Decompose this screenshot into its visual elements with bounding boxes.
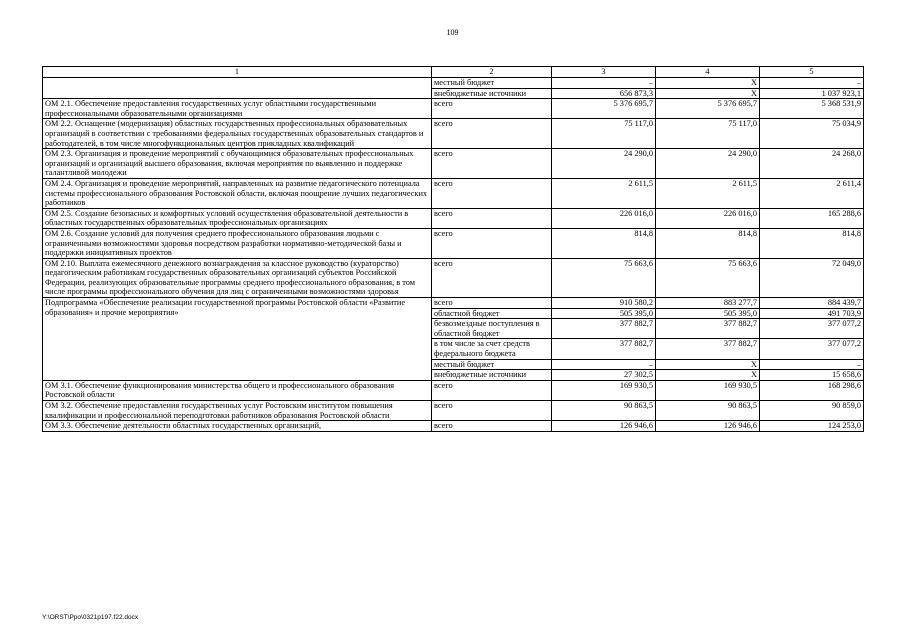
value-cell-col4: 377 882,7 (656, 339, 760, 359)
value-cell-col5: – (760, 359, 864, 370)
value-cell-col5: 24 268,0 (760, 149, 864, 179)
table-row (43, 258, 864, 297)
value-cell-col3: – (552, 78, 656, 89)
measure-name-cell: Подпрограмма «Обеспечение реализации государственной программы Ростовской области «Развитие образования» и прочие мероприятия» (43, 298, 432, 381)
value-cell-col4: 126 946,6 (656, 421, 760, 432)
funding-source-cell: всего (432, 178, 552, 208)
table-row (43, 421, 864, 432)
funding-source-cell: всего (432, 149, 552, 179)
value-cell-col3: 24 290,0 (552, 149, 656, 179)
value-cell-col5: 884 439,7 (760, 298, 864, 309)
value-cell-col5: 2 611,4 (760, 178, 864, 208)
table-body (43, 78, 864, 432)
table-row (43, 99, 864, 119)
funding-source-cell: безвозмездные поступления в областной бюджет (432, 319, 552, 339)
funding-source-cell: всего (432, 258, 552, 297)
col-header-1: 1 (43, 67, 432, 78)
table-row (43, 78, 864, 89)
value-cell-col5: 72 049,0 (760, 258, 864, 297)
funding-source-cell: областной бюджет (432, 308, 552, 319)
funding-source-cell: местный бюджет (432, 78, 552, 89)
value-cell-col5: 1 037 923,1 (760, 88, 864, 99)
value-cell-col5: 814,8 (760, 228, 864, 258)
value-cell-col4: 75 663,6 (656, 258, 760, 297)
table-row (43, 380, 864, 400)
measure-name-cell: ОМ 3.3. Обеспечение деятельности областных государственных организаций, (43, 421, 432, 432)
document-path: Y:\ORST\Ppo\0321p197.f22.docx (42, 614, 139, 621)
value-cell-col5: 124 253,0 (760, 421, 864, 432)
measure-name-cell (43, 78, 432, 99)
value-cell-col5: 165 288,6 (760, 208, 864, 228)
measure-name-cell: ОМ 2.2. Оснащение (модернизация) областных государственных профессиональных образовательных организаций в соответствии с требованиями федеральных государственных образовательных стандартов и работодателей, в том числе многофункциональных центров прикладных квалификаций (43, 119, 432, 149)
value-cell-col3: 505 395,0 (552, 308, 656, 319)
funding-source-cell: всего (432, 99, 552, 119)
value-cell-col5: 90 859,0 (760, 401, 864, 421)
funding-source-cell: в том числе за счет средств федерального бюджета (432, 339, 552, 359)
measure-name-cell: ОМ 3.1. Обеспечение функционирования министерства общего и профессионального образования Ростовской области (43, 380, 432, 400)
col-header-3: 3 (552, 67, 656, 78)
funding-source-cell: местный бюджет (432, 359, 552, 370)
value-cell-col4: 377 882,7 (656, 319, 760, 339)
value-cell-col3: 75 663,6 (552, 258, 656, 297)
value-cell-col4: 24 290,0 (656, 149, 760, 179)
value-cell-col5: 5 368 531,9 (760, 99, 864, 119)
measure-name-cell: ОМ 2.1. Обеспечение предоставления государственных услуг областными государственными профессиональными образовательными организациями (43, 99, 432, 119)
value-cell-col4: X (656, 359, 760, 370)
measure-name-cell: ОМ 2.10. Выплата ежемесячного денежного вознаграждения за классное руководство (кураторство) педагогическим работникам государственных образовательных организаций субъектов Российской Федерации, реализующих образовательные программы среднего профессионального образования, в том числе программы профессионального обучения для лиц с ограниченными возможностями здоровья (43, 258, 432, 297)
value-cell-col3: 814,8 (552, 228, 656, 258)
page-number: 109 (446, 28, 459, 37)
table-row (43, 178, 864, 208)
value-cell-col3: 377 882,7 (552, 319, 656, 339)
value-cell-col3: – (552, 359, 656, 370)
value-cell-col3: 169 930,5 (552, 380, 656, 400)
measure-name-cell: ОМ 2.4. Организация и проведение мероприятий, направленных на развитие педагогического потенциала системы профессионального образования Ростовской области, включая поощрение лучших педагогических работников (43, 178, 432, 208)
table-row (43, 401, 864, 421)
col-header-4: 4 (656, 67, 760, 78)
value-cell-col4: 5 376 695,7 (656, 99, 760, 119)
value-cell-col3: 656 873,3 (552, 88, 656, 99)
table-row (43, 208, 864, 228)
measure-name-cell: ОМ 3.2. Обеспечение предоставления государственных услуг Ростовским институтом повышения квалификации и профессиональной переподготовки работников образования Ростовской области (43, 401, 432, 421)
value-cell-col4: 883 277,7 (656, 298, 760, 309)
measure-name-cell: ОМ 2.5. Создание безопасных и комфортных условий осуществления образовательной деятельности в областных государственных образовательных профессиональных организациях (43, 208, 432, 228)
funding-source-cell: всего (432, 421, 552, 432)
table-row (43, 119, 864, 149)
value-cell-col4: 90 863,5 (656, 401, 760, 421)
budget-table (42, 66, 864, 432)
funding-source-cell: всего (432, 208, 552, 228)
value-cell-col3: 910 580,2 (552, 298, 656, 309)
col-header-5: 5 (760, 67, 864, 78)
value-cell-col3: 5 376 695,7 (552, 99, 656, 119)
funding-source-cell: внебюджетные источники (432, 370, 552, 381)
value-cell-col3: 2 611,5 (552, 178, 656, 208)
value-cell-col3: 377 882,7 (552, 339, 656, 359)
table-row (43, 149, 864, 179)
value-cell-col5: 377 077,2 (760, 339, 864, 359)
value-cell-col4: 2 611,5 (656, 178, 760, 208)
funding-source-cell: всего (432, 298, 552, 309)
value-cell-col3: 75 117,0 (552, 119, 656, 149)
value-cell-col4: X (656, 370, 760, 381)
table-row (43, 298, 864, 309)
value-cell-col4: 169 930,5 (656, 380, 760, 400)
measure-name-cell: ОМ 2.3. Организация и проведение мероприятий с обучающимися образовательных профессиональных организаций и организаций высшего образования, включая мероприятия по выявлению и поддержке талантливой молодежи (43, 149, 432, 179)
funding-source-cell: всего (432, 401, 552, 421)
funding-source-cell: всего (432, 380, 552, 400)
value-cell-col3: 27 302,5 (552, 370, 656, 381)
value-cell-col5: 491 703,9 (760, 308, 864, 319)
value-cell-col5: 15 658,6 (760, 370, 864, 381)
funding-source-cell: всего (432, 228, 552, 258)
value-cell-col3: 126 946,6 (552, 421, 656, 432)
value-cell-col4: 814,8 (656, 228, 760, 258)
value-cell-col4: 75 117,0 (656, 119, 760, 149)
value-cell-col5: 168 298,6 (760, 380, 864, 400)
funding-source-cell: всего (432, 119, 552, 149)
value-cell-col4: 226 016,0 (656, 208, 760, 228)
value-cell-col3: 90 863,5 (552, 401, 656, 421)
col-header-2: 2 (432, 67, 552, 78)
table-row (43, 228, 864, 258)
value-cell-col5: 75 034,9 (760, 119, 864, 149)
value-cell-col4: X (656, 88, 760, 99)
value-cell-col5: – (760, 78, 864, 89)
measure-name-cell: ОМ 2.6. Создание условий для получения среднего профессионального образования людьми с ограниченными возможностями здоровья посредством разработки нормативно-методической базы и поддержки инициативных проектов (43, 228, 432, 258)
funding-source-cell: внебюджетные источники (432, 88, 552, 99)
value-cell-col3: 226 016,0 (552, 208, 656, 228)
value-cell-col4: 505 395,0 (656, 308, 760, 319)
table-header-row (43, 67, 864, 78)
value-cell-col4: X (656, 78, 760, 89)
value-cell-col5: 377 077,2 (760, 319, 864, 339)
